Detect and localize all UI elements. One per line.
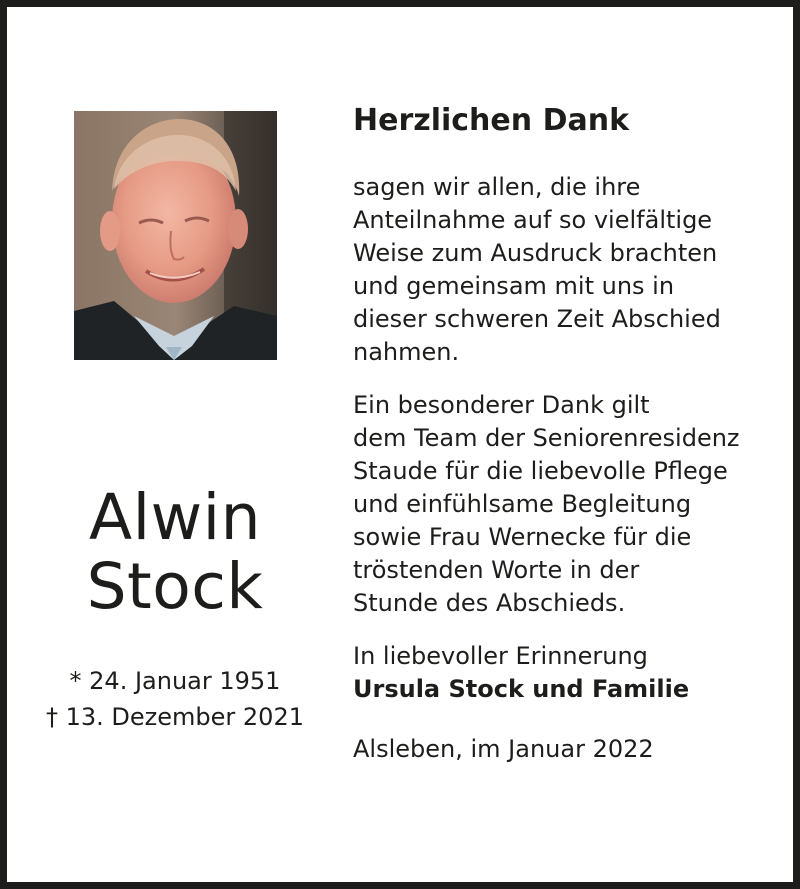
text-line: und gemeinsam mit uns in bbox=[353, 272, 675, 300]
text-line: Staude für die liebevolle Pflege bbox=[353, 457, 728, 485]
paragraph-special-thanks bbox=[353, 389, 793, 620]
text-line: nahmen. bbox=[353, 338, 460, 366]
portrait-photo bbox=[74, 111, 277, 360]
thanks-text-column bbox=[353, 101, 793, 786]
deceased-name bbox=[25, 483, 325, 621]
signature-names: Ursula Stock und Familie bbox=[353, 675, 690, 703]
heading: Herzlichen Dank bbox=[353, 103, 630, 138]
birth-date: * 24. Januar 1951 bbox=[69, 667, 281, 695]
text-line: Anteilnahme auf so vielfältige bbox=[353, 206, 713, 234]
text-line: sagen wir allen, die ihre bbox=[353, 173, 641, 201]
text-line: Stunde des Abschieds. bbox=[353, 589, 626, 617]
text-line: dieser schweren Zeit Abschied bbox=[353, 305, 721, 333]
paragraph-thanks bbox=[353, 171, 793, 369]
signature-block bbox=[353, 640, 793, 706]
text-line: Weise zum Ausdruck brachten bbox=[353, 239, 718, 267]
place-date bbox=[353, 733, 793, 766]
last-name: Stock bbox=[86, 550, 264, 623]
place-date-text: Alsleben, im Januar 2022 bbox=[353, 735, 654, 763]
death-date: † 13. Dezember 2021 bbox=[46, 703, 304, 731]
signature-intro: In liebevoller Erinnerung bbox=[353, 642, 648, 670]
text-line: dem Team der Seniorenresidenz bbox=[353, 424, 740, 452]
text-line: und einfühlsame Begleitung bbox=[353, 490, 692, 518]
life-dates bbox=[25, 663, 325, 735]
text-line: sowie Frau Wernecke für die bbox=[353, 523, 692, 551]
text-line: Ein besonderer Dank gilt bbox=[353, 391, 650, 419]
text-line: tröstenden Worte in der bbox=[353, 556, 640, 584]
first-name: Alwin bbox=[88, 481, 262, 554]
portrait-illustration bbox=[74, 111, 277, 360]
